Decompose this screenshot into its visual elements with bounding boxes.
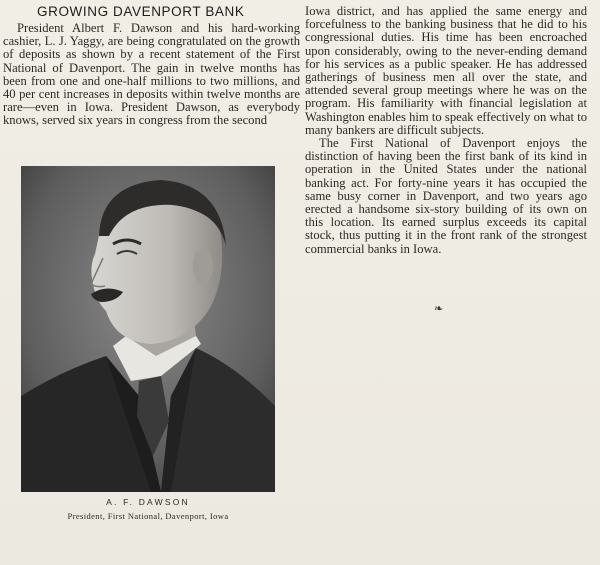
photo-caption-name: A. F. DAWSON — [106, 497, 190, 507]
photo-caption-title: President, First National, Davenport, Iowa — [67, 511, 229, 521]
left-column — [3, 4, 300, 128]
article-paragraph-right-1: Iowa district, and has applied the same energy and forcefulness to the banking business that he did to his congressional duties. His time has been encroached upon considerably, owing to the never-ending demand for his services as a public speaker. He has addressed gatherings of business men all over the state, and attended several group meetings where he was on the program. His familiarity with financial legislation at Washington enables him to speak effectively on what to many bankers are difficult subjects. — [305, 4, 587, 137]
article-headline: GROWING DAVENPORT BANK — [37, 4, 245, 19]
article-paragraph-left: President Albert F. Dawson and his hard-working cashier, L. J. Yaggy, are being congratulated on the growth of deposits as shown by a recent statement of the First National of Davenport. The gain in twelve months has been from one and one-half millions to two millions, and 40 per cent increases in deposits within twelve months are rare—even in Iowa. President Dawson, as everybody knows, served six years in congress from the second — [3, 21, 300, 128]
article-paragraph-right-2: The First National of Davenport enjoys the distinction of having been the first bank of its kind in operation in the United States under the national banking act. For forty-nine years it has occupied the same busy corner in Davenport, and two years ago erected a handsome six-story building of its own on this location. Its earned surplus exceeds its capital stock, thus putting it in the front rank of the strongest commercial banks in Iowa. — [305, 136, 587, 256]
portrait-photo — [21, 166, 275, 492]
portrait-illustration — [21, 166, 275, 492]
fleuron-ornament-icon: ❧ — [434, 302, 444, 315]
right-column — [305, 5, 587, 256]
